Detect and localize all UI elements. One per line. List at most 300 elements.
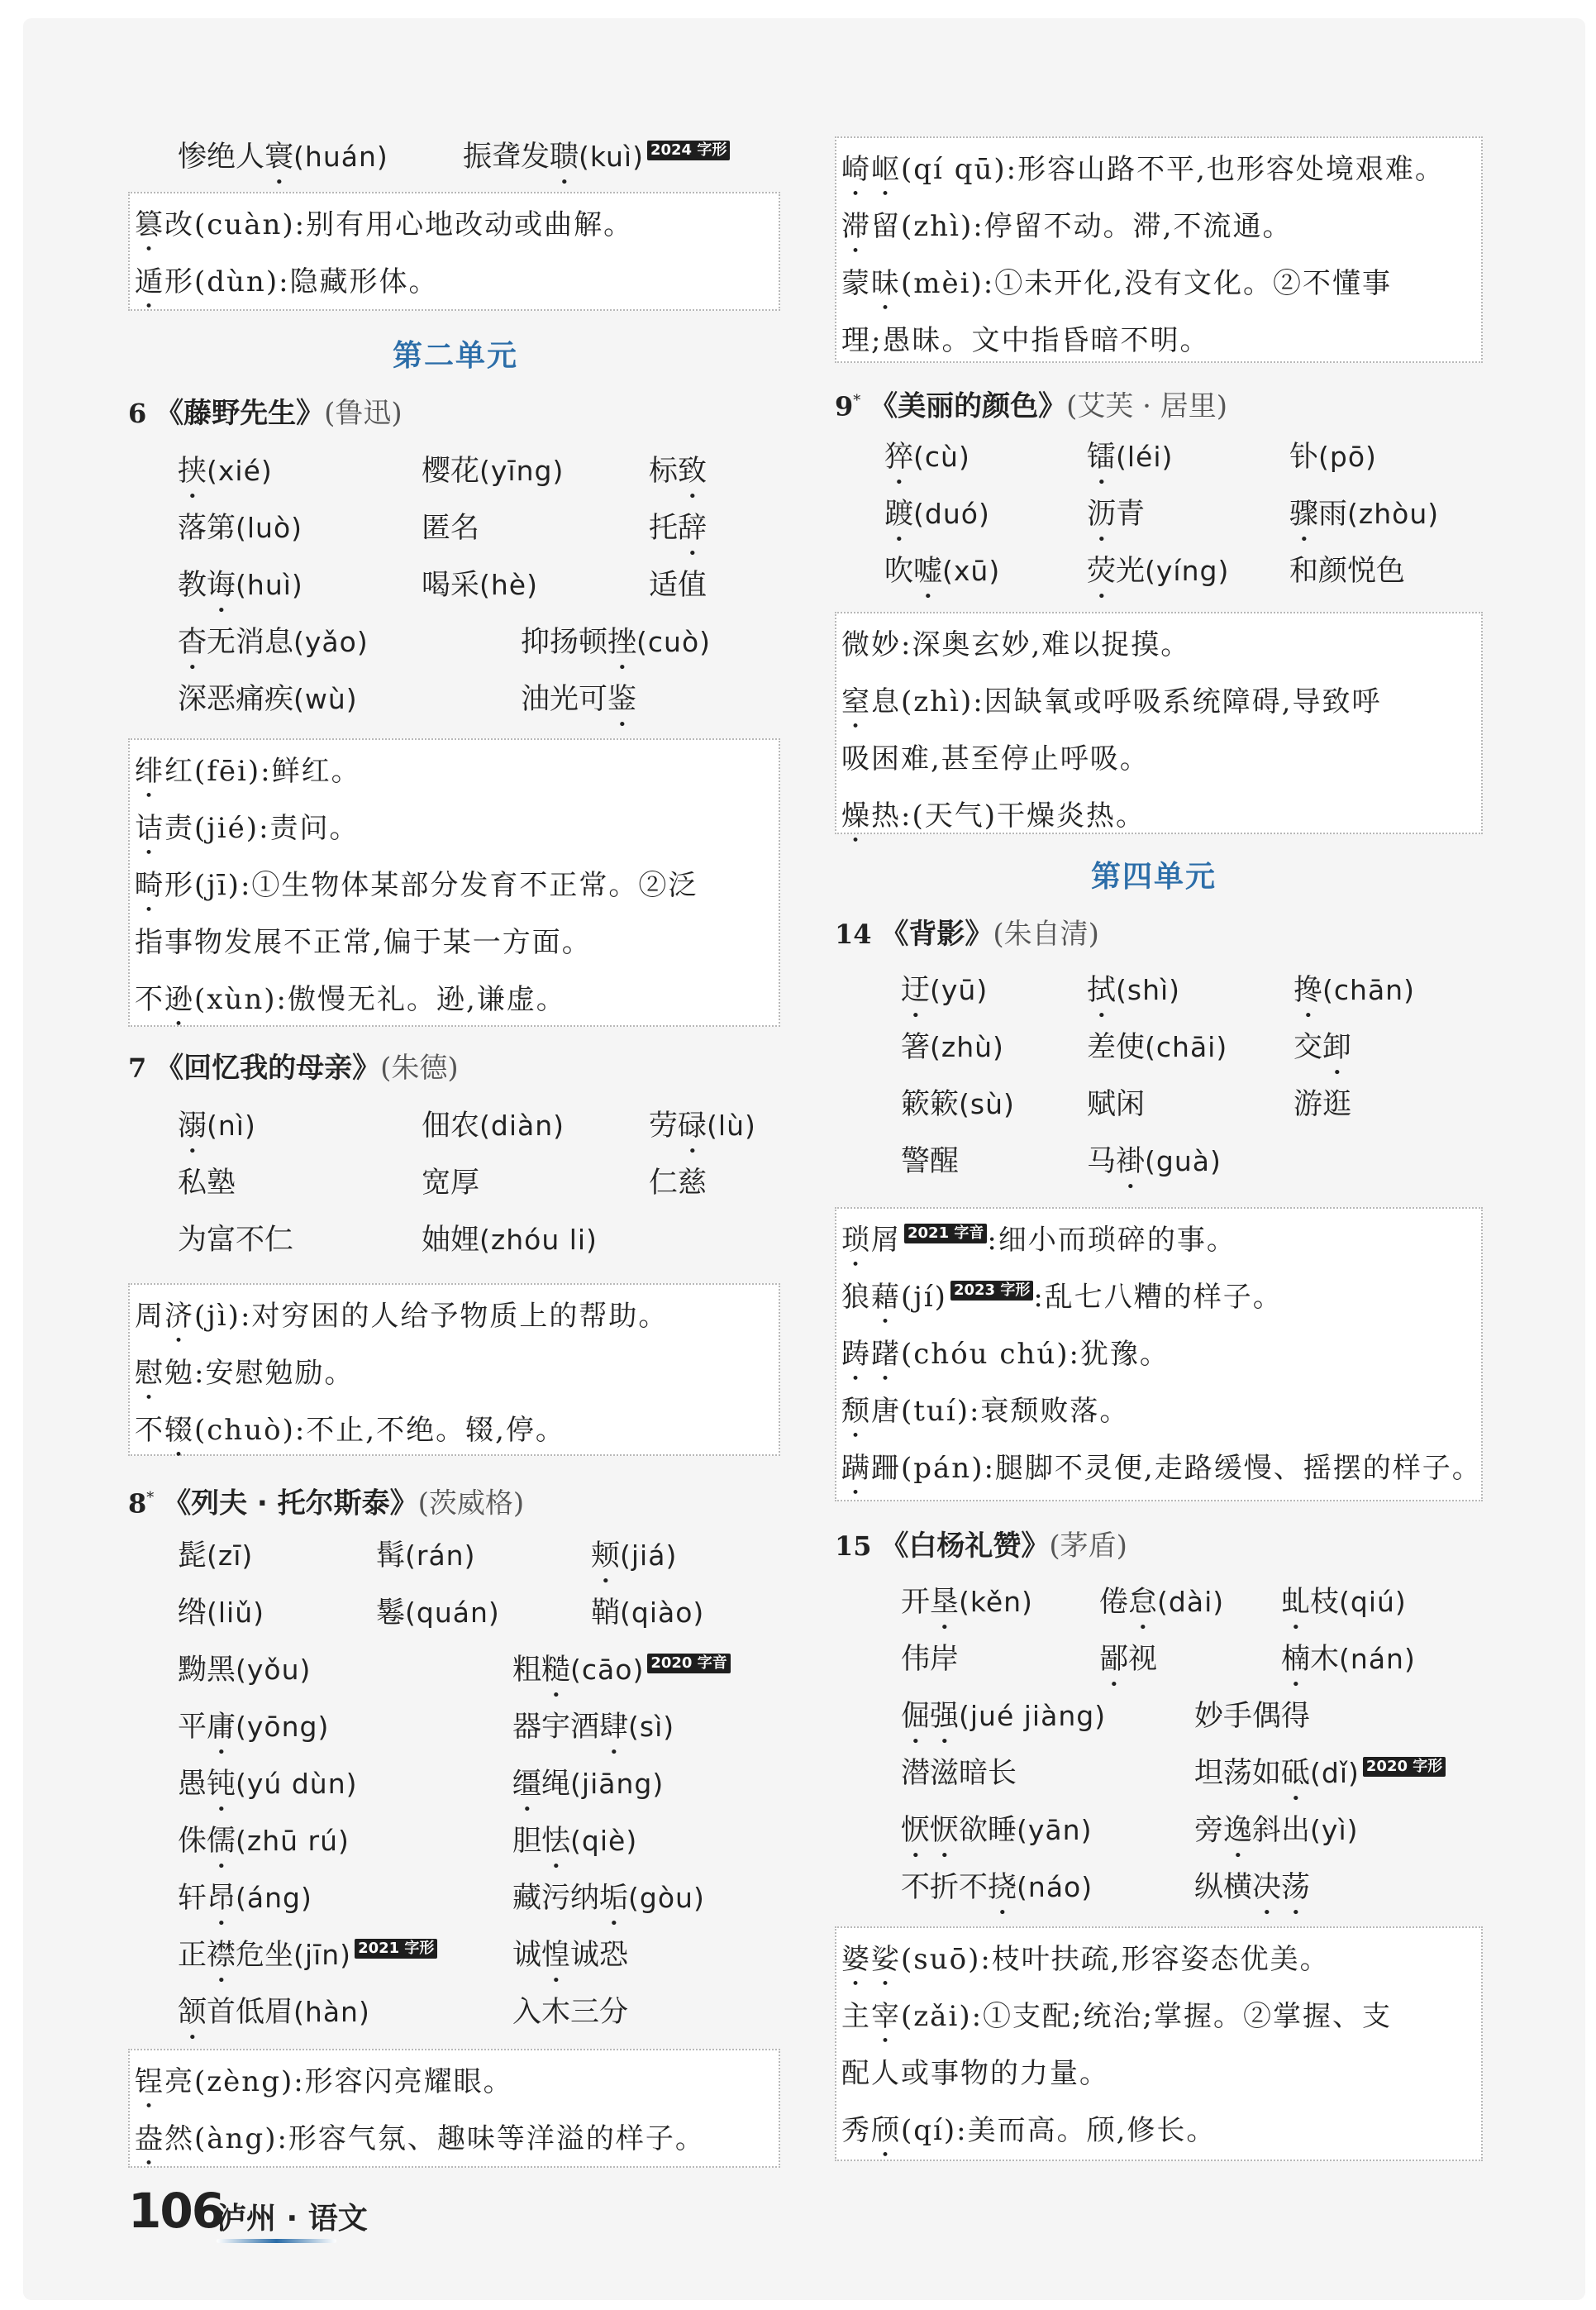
exam-badge: 2020 字音 bbox=[647, 1654, 730, 1673]
pinyin: (huán) bbox=[293, 141, 388, 173]
unit-title-4: 第四单元 bbox=[1091, 860, 1217, 894]
left-definition-box-4 bbox=[128, 2049, 780, 2168]
text: 指事物发展不正常,偏于某一方面。 bbox=[135, 926, 592, 959]
dotted-character: 镭 bbox=[1087, 441, 1117, 474]
text: (jì):对穷困的人给予物质上的帮助。 bbox=[194, 1300, 669, 1333]
text: 周 bbox=[135, 1300, 164, 1333]
text: 跚(pán):腿脚不灵便,走路缓慢、摇摆的样子。 bbox=[871, 1452, 1482, 1485]
pinyin: (rán) bbox=[405, 1539, 476, 1572]
definition-line bbox=[135, 2057, 513, 2115]
dotted-character: 骤 bbox=[1289, 498, 1319, 531]
vocab-item bbox=[178, 1702, 329, 1761]
vocab-item bbox=[512, 1645, 731, 1704]
pinyin: (wù) bbox=[293, 683, 358, 715]
text: 欲睡 bbox=[959, 1814, 1017, 1847]
pinyin: (yān) bbox=[1017, 1814, 1093, 1846]
text: 秀 bbox=[841, 2114, 871, 2147]
text: 愚 bbox=[178, 1768, 207, 1801]
pinyin: (jiāng) bbox=[570, 1768, 665, 1800]
text: 粗 bbox=[512, 1654, 542, 1687]
text: 息(zhì):因缺氧或呼吸系统障碍,导致呼 bbox=[871, 685, 1382, 718]
vocab-item bbox=[178, 1588, 264, 1638]
vocab-item bbox=[1293, 1023, 1351, 1081]
dotted-character: 褂 bbox=[1116, 1145, 1146, 1178]
text: 喝采 bbox=[422, 569, 480, 602]
definition-line bbox=[135, 257, 439, 315]
definition-line bbox=[841, 1444, 1482, 1501]
vocab-item bbox=[178, 618, 369, 676]
definition-line bbox=[135, 747, 361, 804]
dotted-character: 杳 bbox=[178, 626, 207, 659]
text: 红(fēi):鲜红。 bbox=[164, 755, 361, 788]
vocab-item bbox=[901, 1749, 1017, 1798]
text: (mèi):①未开化,没有文化。②不懂事 bbox=[901, 267, 1393, 300]
pinyin: (qiú) bbox=[1339, 1586, 1407, 1618]
lesson-number: 7 bbox=[128, 1052, 147, 1084]
text: 危坐 bbox=[236, 1939, 294, 1972]
dotted-character: 逸 bbox=[1223, 1814, 1253, 1847]
dotted-character: 钝 bbox=[207, 1768, 236, 1801]
text: 蒙 bbox=[841, 267, 871, 300]
definition-line bbox=[135, 804, 360, 861]
text: 不 bbox=[135, 983, 164, 1016]
text: 亮(zèng):形容闪亮耀眼。 bbox=[164, 2065, 513, 2098]
vocab-item bbox=[1087, 432, 1173, 491]
pinyin: (guà) bbox=[1145, 1145, 1222, 1177]
dotted-character: 致 bbox=[678, 455, 707, 488]
pinyin: (nì) bbox=[207, 1110, 256, 1142]
text: 狼 bbox=[841, 1281, 871, 1314]
pinyin: (áng) bbox=[236, 1882, 312, 1914]
right-definition-box-3 bbox=[835, 1207, 1483, 1501]
pinyin: (zhòu) bbox=[1347, 498, 1440, 530]
dotted-character: 辍 bbox=[164, 1414, 194, 1447]
vocab-item bbox=[178, 1931, 437, 1989]
text: 警醒 bbox=[901, 1145, 960, 1178]
dotted-character: 虬 bbox=[1281, 1586, 1311, 1619]
text: (zǎi):①支配;统治;掌握。②掌握、支 bbox=[901, 2000, 1392, 2033]
dotted-character: 挠 bbox=[988, 1871, 1017, 1904]
definition-line bbox=[841, 1386, 1129, 1444]
dotted-character: 荧 bbox=[1087, 555, 1117, 588]
dotted-character: 垢 bbox=[599, 1882, 629, 1915]
text: 抑扬顿 bbox=[521, 626, 608, 659]
pinyin: (diàn) bbox=[479, 1110, 565, 1142]
vocab-item bbox=[1194, 1863, 1310, 1921]
pinyin: (yú dùn) bbox=[236, 1768, 358, 1800]
pinyin: (shì) bbox=[1116, 974, 1181, 1006]
text: 倦 bbox=[1099, 1586, 1129, 1619]
left-definition-box-1 bbox=[128, 192, 780, 311]
definition-line bbox=[135, 200, 633, 258]
dotted-character: 怯 bbox=[541, 1825, 571, 1858]
dotted-character: 庸 bbox=[207, 1711, 236, 1744]
dotted-character: 窒 bbox=[841, 685, 871, 718]
text: 诚 bbox=[512, 1939, 542, 1972]
text: :细小而琐碎的事。 bbox=[987, 1224, 1236, 1257]
text: 微妙:深奥玄妙,难以捉摸。 bbox=[841, 628, 1191, 661]
text: 深恶痛疾 bbox=[178, 683, 294, 716]
vocab-item bbox=[1099, 1635, 1157, 1693]
text: 髭 bbox=[178, 1539, 207, 1573]
text: 无消息 bbox=[207, 626, 294, 659]
text: 吹 bbox=[884, 555, 914, 588]
dotted-character: 溺 bbox=[178, 1110, 207, 1143]
vocab-item bbox=[376, 1531, 475, 1581]
definition-line bbox=[135, 861, 698, 919]
text: 绳 bbox=[541, 1768, 571, 1801]
exam-badge: 2020 字形 bbox=[1363, 1757, 1446, 1777]
text: 樱花 bbox=[422, 455, 480, 488]
text: 劳 bbox=[649, 1110, 679, 1143]
text: 适值 bbox=[649, 569, 707, 602]
definition-line bbox=[841, 1935, 1330, 1993]
vocab-item bbox=[1289, 546, 1405, 596]
dotted-character: 楠 bbox=[1281, 1643, 1311, 1676]
dotted-character: 燥 bbox=[841, 799, 871, 833]
vocab-item bbox=[1194, 1692, 1310, 1741]
text: 不 bbox=[135, 1414, 164, 1447]
text: 油光可 bbox=[521, 683, 608, 716]
definition-line bbox=[841, 259, 1392, 317]
vocab-item bbox=[901, 1692, 1106, 1750]
pinyin: (xié) bbox=[207, 455, 273, 487]
pinyin: (kěn) bbox=[959, 1586, 1033, 1618]
pinyin: (dài) bbox=[1157, 1586, 1225, 1618]
definition-line bbox=[135, 2114, 705, 2172]
lesson-author: (艾芙 · 居里) bbox=[1066, 389, 1228, 423]
definition-line bbox=[841, 202, 1292, 260]
pinyin: (zhù) bbox=[930, 1031, 1004, 1063]
lesson-title: 《背影》 bbox=[880, 918, 993, 951]
pinyin: (sù) bbox=[959, 1088, 1015, 1120]
text: 绺 bbox=[178, 1596, 207, 1630]
vocab-item bbox=[649, 561, 707, 610]
vocab-item bbox=[178, 1101, 256, 1160]
dotted-character: 拭 bbox=[1087, 974, 1117, 1007]
pinyin: (jué jiàng) bbox=[959, 1700, 1107, 1732]
definition-line bbox=[841, 620, 1190, 670]
vocab-item bbox=[1293, 1080, 1351, 1129]
vocab-item bbox=[901, 1137, 959, 1186]
vocab-item bbox=[178, 1816, 350, 1875]
pinyin: (cù) bbox=[913, 441, 970, 473]
dotted-character: 鄙 bbox=[1099, 1643, 1129, 1676]
lesson-number: 15 bbox=[835, 1530, 872, 1562]
vocab-item bbox=[463, 132, 730, 191]
vocab-item bbox=[901, 1635, 959, 1684]
text: 唐(tuí):衰颓败落。 bbox=[871, 1395, 1130, 1428]
dotted-character: 砥 bbox=[1281, 1757, 1311, 1790]
text: 器宇酒 bbox=[512, 1711, 600, 1744]
left-definition-box-3 bbox=[128, 1283, 780, 1456]
text: 簌簌 bbox=[901, 1088, 960, 1121]
vocab-item bbox=[422, 1101, 565, 1151]
vocab-item bbox=[376, 1588, 500, 1638]
vocab-item bbox=[178, 504, 303, 553]
text: 托 bbox=[649, 512, 679, 545]
text: (qí):美而高。颀,修长。 bbox=[901, 2114, 1217, 2147]
dotted-character: 滞 bbox=[841, 210, 871, 243]
dotted-character: 肆 bbox=[599, 1711, 629, 1744]
text: 屑 bbox=[871, 1224, 901, 1257]
lesson-15-heading bbox=[835, 1521, 1127, 1571]
text: 责(jié):责问。 bbox=[164, 812, 360, 845]
text: 妙手偶得 bbox=[1194, 1700, 1311, 1733]
dotted-character: 垦 bbox=[930, 1586, 960, 1619]
footer-label: 泸州 · 语文 bbox=[217, 2202, 368, 2236]
vocab-item bbox=[1087, 1023, 1227, 1072]
dotted-character: 鉴 bbox=[607, 683, 637, 716]
vocab-item bbox=[901, 1806, 1092, 1864]
definition-line bbox=[135, 918, 592, 967]
pinyin: (jiá) bbox=[620, 1539, 678, 1572]
definition-line bbox=[841, 2106, 1216, 2164]
text: 勉:安慰勉励。 bbox=[164, 1357, 355, 1390]
dotted-character: 慰 bbox=[135, 1357, 164, 1390]
dotted-character: 襟 bbox=[207, 1939, 236, 1972]
text: (chóu chú):犹豫。 bbox=[901, 1338, 1170, 1371]
dotted-character: 嘘 bbox=[913, 555, 943, 588]
vocab-item bbox=[1087, 1080, 1145, 1129]
pinyin: (qiào) bbox=[620, 1596, 705, 1629]
lesson-author: (朱德) bbox=[380, 1052, 459, 1085]
definition-line bbox=[841, 2049, 1109, 2098]
vocab-item bbox=[178, 1873, 312, 1932]
text: 黝黑 bbox=[178, 1654, 236, 1687]
vocab-item bbox=[178, 1215, 293, 1265]
definition-line bbox=[841, 145, 1445, 203]
text: 主 bbox=[841, 2000, 871, 2033]
text: 鞘 bbox=[591, 1596, 621, 1630]
dotted-character: 遁 bbox=[135, 265, 164, 298]
pinyin: (chān) bbox=[1322, 974, 1415, 1006]
dotted-character: 昧 bbox=[871, 267, 901, 300]
lesson-7-heading bbox=[128, 1043, 459, 1093]
text: 纵横 bbox=[1194, 1871, 1253, 1904]
dotted-character: 缰 bbox=[512, 1768, 542, 1801]
dotted-character: 挟 bbox=[178, 455, 207, 488]
definition-line bbox=[841, 677, 1381, 735]
text: 青 bbox=[1116, 498, 1146, 531]
definition-line bbox=[841, 1272, 1283, 1330]
dotted-character: 踌躇 bbox=[841, 1338, 901, 1371]
text: 正 bbox=[178, 1939, 207, 1972]
pinyin: (xū) bbox=[942, 555, 1001, 587]
text: 妯娌 bbox=[422, 1224, 480, 1257]
vocab-item bbox=[512, 1931, 628, 1989]
lesson-9-heading bbox=[835, 376, 1227, 431]
lesson-14-heading bbox=[835, 909, 1099, 959]
definition-line bbox=[841, 1992, 1392, 2050]
dotted-character: 辞 bbox=[678, 512, 707, 545]
vocab-item bbox=[1281, 1577, 1407, 1636]
vocab-item bbox=[884, 432, 970, 491]
pinyin: (zhóu li) bbox=[479, 1224, 598, 1256]
vocab-item bbox=[178, 561, 303, 619]
vocab-item bbox=[1099, 1577, 1224, 1636]
text: 吸困难,甚至停止呼吸。 bbox=[841, 742, 1150, 776]
left-definition-box-2 bbox=[128, 738, 780, 1027]
definition-line bbox=[135, 1348, 354, 1406]
text: 赋闲 bbox=[1087, 1088, 1146, 1121]
vocab-item bbox=[1087, 966, 1180, 1024]
dotted-character: 儒 bbox=[207, 1825, 236, 1858]
text: 仁慈 bbox=[649, 1167, 707, 1200]
lesson-title: 《藤野先生》 bbox=[155, 397, 325, 430]
pinyin: (yǎo) bbox=[293, 626, 369, 658]
vocab-item bbox=[422, 561, 538, 610]
text: 首低眉 bbox=[207, 1996, 294, 2029]
vocab-item bbox=[1194, 1806, 1359, 1864]
lesson-author: (茅盾) bbox=[1049, 1530, 1127, 1563]
pinyin: (duó) bbox=[913, 498, 990, 530]
dotted-character: 搀 bbox=[1293, 974, 1323, 1007]
lesson-star: * bbox=[146, 1489, 155, 1506]
pinyin: (yū) bbox=[930, 974, 989, 1006]
lesson-title: 《回忆我的母亲》 bbox=[155, 1052, 381, 1085]
definition-line bbox=[841, 316, 1209, 365]
text: 钋 bbox=[1289, 441, 1319, 474]
pinyin: (hè) bbox=[479, 569, 538, 601]
dotted-character: 颓 bbox=[841, 1395, 871, 1428]
pinyin: (léi) bbox=[1116, 441, 1174, 473]
text: 潜滋暗长 bbox=[901, 1757, 1017, 1790]
vocab-item bbox=[512, 1873, 705, 1932]
vocab-item bbox=[1289, 432, 1377, 482]
lesson-number: 14 bbox=[835, 919, 872, 950]
text: 木 bbox=[1310, 1643, 1340, 1676]
pinyin: (zhū rú) bbox=[236, 1825, 350, 1857]
right-definition-box-1 bbox=[835, 136, 1483, 363]
vocab-item bbox=[178, 1988, 370, 2046]
vocab-item bbox=[521, 618, 711, 676]
vocab-item bbox=[1194, 1749, 1446, 1807]
vocab-item bbox=[1087, 546, 1229, 605]
lesson-author: (鲁迅) bbox=[324, 397, 403, 430]
text: 斜出 bbox=[1252, 1814, 1311, 1847]
text: 振聋发 bbox=[463, 141, 550, 174]
dotted-character: 崎岖 bbox=[841, 153, 901, 186]
vocab-item bbox=[901, 1863, 1093, 1921]
page-number: 106 bbox=[128, 2183, 224, 2239]
text: 和颜悦色 bbox=[1289, 555, 1406, 588]
pinyin: (yōng) bbox=[236, 1711, 330, 1743]
vocab-item bbox=[591, 1531, 677, 1590]
text: 雨 bbox=[1318, 498, 1348, 531]
text: (jí) bbox=[901, 1281, 947, 1314]
pinyin: (nán) bbox=[1339, 1643, 1416, 1675]
text: 旁 bbox=[1194, 1814, 1224, 1847]
pinyin: (hàn) bbox=[293, 1996, 370, 2028]
lesson-6-heading bbox=[128, 389, 403, 438]
text: 诚恐 bbox=[570, 1939, 629, 1972]
vocab-item bbox=[178, 1645, 311, 1695]
pinyin: (liǔ) bbox=[207, 1596, 265, 1629]
right-definition-box-4 bbox=[835, 1926, 1483, 2161]
lesson-author: (茨威格) bbox=[417, 1487, 525, 1520]
vocab-item bbox=[884, 546, 1000, 605]
vocab-item bbox=[649, 1101, 756, 1160]
text: 落第 bbox=[178, 512, 236, 545]
text: (xùn):傲慢无礼。逊,谦虚。 bbox=[194, 983, 566, 1016]
pinyin: (yíng) bbox=[1145, 555, 1230, 587]
vocab-item bbox=[178, 675, 358, 724]
definition-line bbox=[841, 1329, 1170, 1387]
definition-line bbox=[135, 975, 566, 1033]
vocab-item bbox=[1087, 489, 1145, 548]
text: 平 bbox=[178, 1711, 207, 1744]
lesson-number: 9 bbox=[835, 390, 854, 422]
pinyin: (kuì) bbox=[579, 141, 644, 173]
text: 惨绝人 bbox=[178, 141, 265, 174]
vocab-item bbox=[901, 1023, 1004, 1072]
pinyin: (quán) bbox=[405, 1596, 500, 1629]
text: 枝 bbox=[1310, 1586, 1340, 1619]
lesson-8-heading bbox=[128, 1473, 524, 1528]
pinyin: (náo) bbox=[1017, 1871, 1093, 1903]
footer-underline bbox=[217, 2239, 336, 2243]
pinyin: (luò) bbox=[236, 512, 303, 544]
dotted-character: 决荡 bbox=[1252, 1871, 1311, 1904]
text: 形(jī):①生物体某部分发育不正常。②泛 bbox=[164, 869, 698, 902]
definition-line bbox=[841, 1215, 1236, 1273]
lesson-star: * bbox=[853, 392, 861, 409]
dotted-character: 颔 bbox=[178, 1996, 207, 2029]
text: 藏污纳 bbox=[512, 1882, 600, 1915]
vocab-item bbox=[178, 1759, 358, 1818]
text: 私塾 bbox=[178, 1167, 236, 1200]
dotted-character: 宰 bbox=[871, 2000, 901, 2033]
definition-line bbox=[135, 1291, 668, 1349]
text: 马 bbox=[1087, 1145, 1117, 1178]
dotted-character: 琐 bbox=[841, 1224, 871, 1257]
text: :乱七八糟的样子。 bbox=[1033, 1281, 1283, 1314]
dotted-character: 卸 bbox=[1322, 1031, 1352, 1064]
dotted-character: 绯 bbox=[135, 755, 164, 788]
text: 为富不仁 bbox=[178, 1224, 294, 1257]
definition-line bbox=[841, 791, 1146, 849]
text: 游逛 bbox=[1293, 1088, 1352, 1121]
dotted-character: 倔强 bbox=[901, 1700, 960, 1733]
vocab-item bbox=[422, 446, 564, 496]
dotted-character: 颀 bbox=[871, 2114, 901, 2147]
text: 然(àng):形容气氛、趣味等洋溢的样子。 bbox=[164, 2122, 705, 2155]
dotted-character: 蹒 bbox=[841, 1452, 871, 1485]
pinyin: (yǒu) bbox=[236, 1654, 312, 1686]
text: 开 bbox=[901, 1586, 931, 1619]
text: 佃农 bbox=[422, 1110, 480, 1143]
text: 侏 bbox=[178, 1825, 207, 1858]
lesson-title: 《白杨礼赞》 bbox=[880, 1530, 1050, 1563]
text: 视 bbox=[1128, 1643, 1158, 1676]
dotted-character: 糙 bbox=[541, 1654, 571, 1687]
dotted-character: 诲 bbox=[207, 569, 236, 602]
dotted-character: 篡 bbox=[135, 208, 164, 241]
vocab-item bbox=[512, 1816, 637, 1875]
pinyin: (pō) bbox=[1318, 441, 1377, 473]
pinyin: (dǐ) bbox=[1310, 1757, 1360, 1789]
pinyin: (yīng) bbox=[479, 455, 565, 487]
dotted-character: 惶 bbox=[541, 1939, 571, 1972]
dotted-character: 怠 bbox=[1128, 1586, 1158, 1619]
lesson-title: 《列夫 · 托尔斯泰》 bbox=[163, 1487, 418, 1520]
pinyin: (cāo) bbox=[570, 1654, 645, 1686]
exam-badge: 2024 字形 bbox=[647, 141, 730, 160]
text: (qí qū):形容山路不平,也形容处境艰难。 bbox=[901, 153, 1445, 186]
dotted-character: 挫 bbox=[607, 626, 637, 659]
text: 鬈 bbox=[376, 1596, 406, 1630]
